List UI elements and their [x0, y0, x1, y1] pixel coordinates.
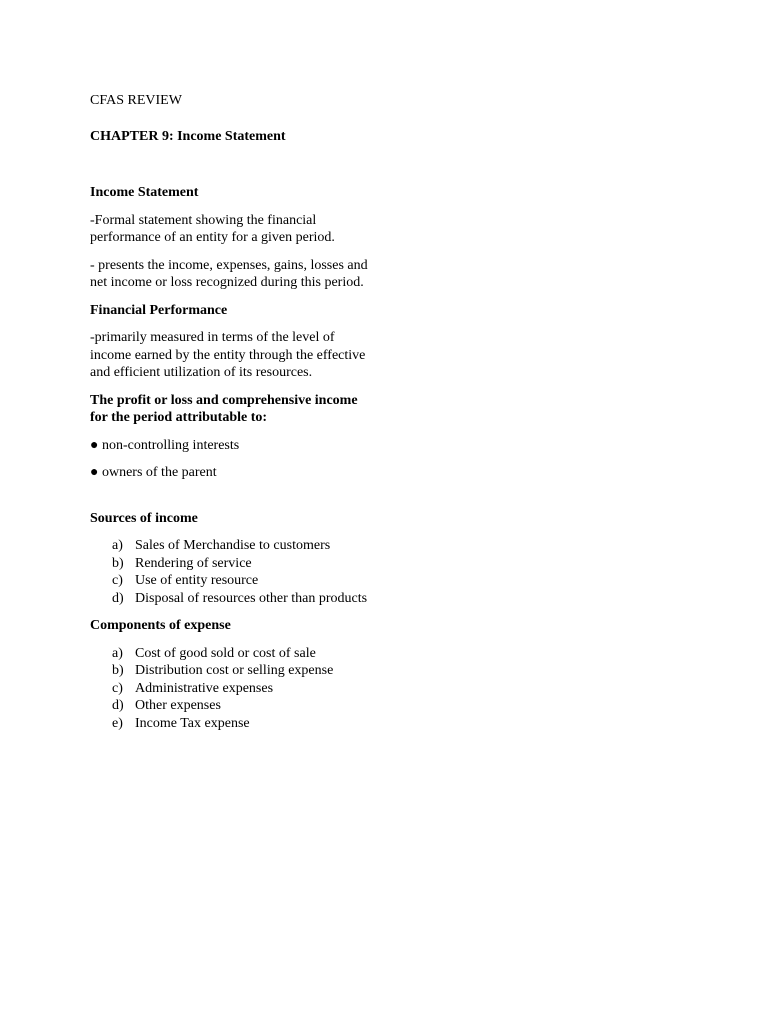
- list-item: [90, 537, 370, 555]
- list-marker: c): [112, 680, 123, 696]
- list-item: [90, 680, 370, 698]
- list-item-text: Other expenses: [135, 698, 221, 713]
- list-marker: a): [112, 645, 123, 661]
- income-statement-definition: -Formal statement showing the financial performance of an entity for a given period.: [90, 212, 335, 245]
- bullet-item: ● owners of the parent: [90, 465, 217, 480]
- list-item-text: Sales of Merchandise to customers: [135, 538, 331, 553]
- list-item-text: Use of entity resource: [135, 573, 259, 588]
- list-marker: b): [112, 663, 124, 678]
- list-item: [90, 697, 370, 715]
- income-statement-heading: Income Statement: [90, 185, 199, 200]
- list-item: [90, 590, 370, 608]
- chapter-title: CHAPTER 9: Income Statement: [90, 128, 286, 144]
- document-page: [90, 92, 370, 742]
- list-item: [90, 572, 370, 590]
- list-marker: d): [112, 590, 124, 606]
- list-marker: e): [112, 715, 123, 731]
- list-item-text: Income Tax expense: [135, 715, 250, 731]
- sources-of-income-list: [90, 537, 370, 607]
- list-item-text: Administrative expenses: [135, 680, 274, 696]
- list-item: [90, 662, 370, 680]
- bullet-item: ● non-controlling interests: [90, 437, 240, 453]
- income-statement-contents: - presents the income, expenses, gains, losses and net income or loss recognized during this period.: [90, 257, 368, 290]
- sources-of-income-heading: Sources of income: [90, 510, 198, 526]
- document-header: CFAS REVIEW: [90, 93, 182, 108]
- financial-performance-heading: Financial Performance: [90, 302, 228, 318]
- components-of-expense-list: [90, 645, 370, 733]
- financial-performance-definition: -primarily measured in terms of the level of income earned by the entity through the effective and efficient utilization of its resources.: [90, 330, 366, 380]
- list-marker: a): [112, 538, 123, 553]
- list-item-text: Rendering of service: [135, 555, 252, 571]
- list-marker: b): [112, 555, 124, 571]
- list-item-text: Disposal of resources other than products: [135, 590, 368, 606]
- list-item: [90, 555, 370, 573]
- list-marker: d): [112, 698, 124, 713]
- list-item: [90, 645, 370, 663]
- list-marker: c): [112, 573, 123, 588]
- attributable-heading: The profit or loss and comprehensive income for the period attributable to:: [90, 392, 358, 425]
- list-item: [90, 715, 370, 733]
- list-item-text: Distribution cost or selling expense: [135, 663, 334, 678]
- components-of-expense-heading: Components of expense: [90, 618, 231, 633]
- list-item-text: Cost of good sold or cost of sale: [135, 645, 316, 661]
